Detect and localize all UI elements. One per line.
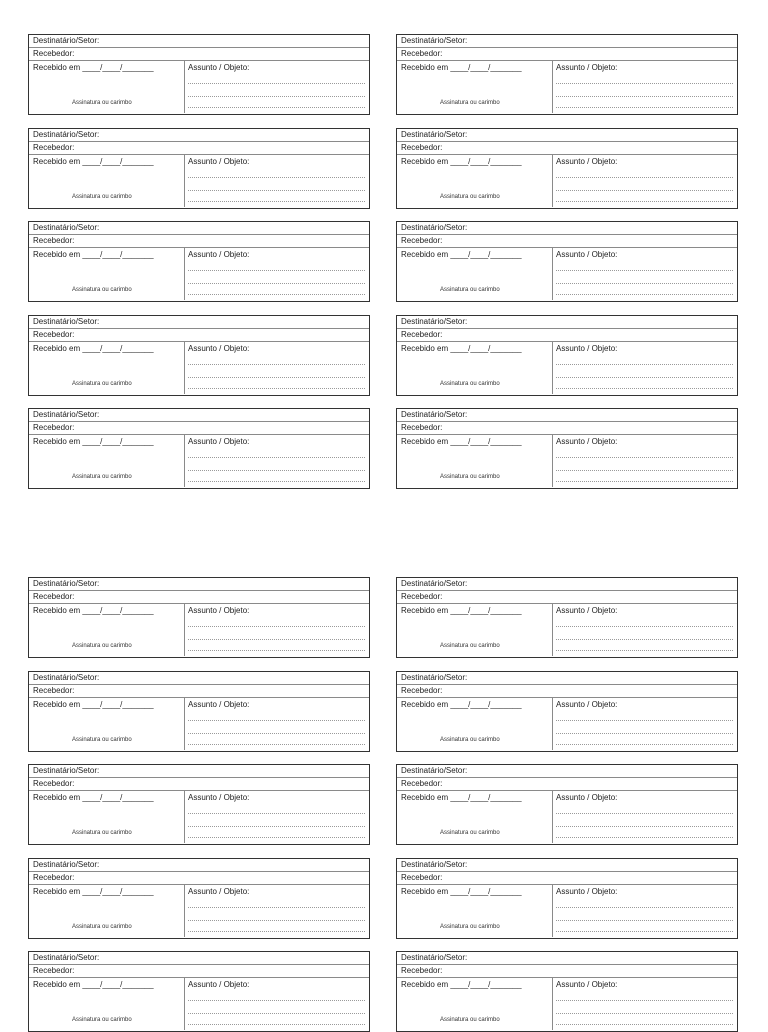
signature-caption: Assinatura ou carimbo: [440, 1017, 500, 1023]
column-divider: [552, 698, 553, 750]
recebedor-label: Recebedor:: [401, 143, 443, 152]
row-divider: [397, 422, 737, 435]
dotted-writing-line: [188, 470, 365, 471]
assunto-label: Assunto / Objeto:: [556, 157, 618, 166]
recebido-em-label: Recebido em ____/____/_______: [401, 980, 522, 989]
signature-caption: Assinatura ou carimbo: [440, 643, 500, 649]
assunto-label: Assunto / Objeto:: [188, 700, 250, 709]
destinatario-label: Destinatário/Setor:: [33, 317, 100, 326]
recebido-em-label: Recebido em ____/____/_______: [401, 437, 522, 446]
column-divider: [184, 604, 185, 656]
recebedor-label: Recebedor:: [401, 592, 443, 601]
column-divider: [552, 978, 553, 1030]
recebido-em-label: Recebido em ____/____/_______: [401, 344, 522, 353]
dotted-writing-line: [556, 826, 733, 827]
destinatario-label: Destinatário/Setor:: [33, 410, 100, 419]
assunto-label: Assunto / Objeto:: [556, 63, 618, 72]
row-divider: [29, 872, 369, 885]
signature-caption: Assinatura ou carimbo: [72, 194, 132, 200]
destinatario-label: Destinatário/Setor:: [401, 223, 468, 232]
dotted-writing-line: [188, 270, 365, 271]
dotted-writing-line: [188, 83, 365, 84]
dotted-writing-line: [188, 1000, 365, 1001]
recebido-em-label: Recebido em ____/____/_______: [33, 793, 154, 802]
destinatario-label: Destinatário/Setor:: [33, 130, 100, 139]
signature-caption: Assinatura ou carimbo: [440, 737, 500, 743]
destinatario-label: Destinatário/Setor:: [401, 766, 468, 775]
row-divider: [29, 235, 369, 248]
recebido-em-label: Recebido em ____/____/_______: [33, 344, 154, 353]
signature-caption: Assinatura ou carimbo: [72, 381, 132, 387]
signature-caption: Assinatura ou carimbo: [72, 924, 132, 930]
recebedor-label: Recebedor:: [33, 330, 75, 339]
assunto-label: Assunto / Objeto:: [188, 250, 250, 259]
recebedor-label: Recebedor:: [33, 873, 75, 882]
column-divider: [552, 342, 553, 394]
destinatario-label: Destinatário/Setor:: [401, 860, 468, 869]
recebido-em-label: Recebido em ____/____/_______: [401, 63, 522, 72]
dotted-writing-line: [556, 1024, 733, 1025]
recebedor-label: Recebedor:: [401, 686, 443, 695]
column-divider: [552, 791, 553, 843]
dotted-writing-line: [556, 388, 733, 389]
dotted-writing-line: [188, 388, 365, 389]
row-divider: [397, 965, 737, 978]
row-divider: [397, 329, 737, 342]
receipt-slip: [396, 858, 738, 939]
recebido-em-label: Recebido em ____/____/_______: [401, 793, 522, 802]
destinatario-label: Destinatário/Setor:: [401, 317, 468, 326]
signature-caption: Assinatura ou carimbo: [440, 830, 500, 836]
row-divider: [397, 591, 737, 604]
signature-caption: Assinatura ou carimbo: [72, 287, 132, 293]
receipt-slip: [28, 951, 370, 1032]
recebido-em-label: Recebido em ____/____/_______: [401, 606, 522, 615]
dotted-writing-line: [556, 1013, 733, 1014]
recebedor-label: Recebedor:: [401, 873, 443, 882]
dotted-writing-line: [188, 650, 365, 651]
destinatario-label: Destinatário/Setor:: [401, 579, 468, 588]
column-divider: [184, 885, 185, 937]
destinatario-label: Destinatário/Setor:: [33, 766, 100, 775]
row-divider: [29, 685, 369, 698]
recebido-em-label: Recebido em ____/____/_______: [33, 980, 154, 989]
signature-caption: Assinatura ou carimbo: [72, 643, 132, 649]
dotted-writing-line: [556, 639, 733, 640]
row-divider: [397, 235, 737, 248]
recebido-em-label: Recebido em ____/____/_______: [401, 157, 522, 166]
dotted-writing-line: [188, 1024, 365, 1025]
dotted-writing-line: [188, 826, 365, 827]
recebedor-label: Recebedor:: [401, 423, 443, 432]
row-divider: [397, 142, 737, 155]
recebido-em-label: Recebido em ____/____/_______: [33, 63, 154, 72]
receipt-slip: [396, 951, 738, 1032]
recebido-em-label: Recebido em ____/____/_______: [33, 437, 154, 446]
signature-caption: Assinatura ou carimbo: [440, 194, 500, 200]
signature-caption: Assinatura ou carimbo: [72, 830, 132, 836]
destinatario-label: Destinatário/Setor:: [33, 36, 100, 45]
signature-caption: Assinatura ou carimbo: [440, 474, 500, 480]
receipt-slip: [28, 34, 370, 115]
assunto-label: Assunto / Objeto:: [556, 887, 618, 896]
signature-caption: Assinatura ou carimbo: [440, 381, 500, 387]
column-divider: [552, 604, 553, 656]
dotted-writing-line: [556, 96, 733, 97]
dotted-writing-line: [556, 294, 733, 295]
recebedor-label: Recebedor:: [33, 686, 75, 695]
row-divider: [29, 142, 369, 155]
dotted-writing-line: [188, 96, 365, 97]
recebedor-label: Recebedor:: [33, 423, 75, 432]
assunto-label: Assunto / Objeto:: [556, 344, 618, 353]
assunto-label: Assunto / Objeto:: [188, 437, 250, 446]
signature-caption: Assinatura ou carimbo: [440, 924, 500, 930]
column-divider: [184, 698, 185, 750]
recebedor-label: Recebedor:: [401, 236, 443, 245]
column-divider: [184, 61, 185, 113]
dotted-writing-line: [556, 470, 733, 471]
dotted-writing-line: [188, 733, 365, 734]
dotted-writing-line: [556, 377, 733, 378]
dotted-writing-line: [556, 650, 733, 651]
dotted-writing-line: [188, 177, 365, 178]
assunto-label: Assunto / Objeto:: [556, 793, 618, 802]
column-divider: [552, 155, 553, 207]
signature-caption: Assinatura ou carimbo: [72, 100, 132, 106]
dotted-writing-line: [188, 813, 365, 814]
row-divider: [29, 329, 369, 342]
receipt-slip: [28, 128, 370, 209]
receipt-slip: [396, 671, 738, 752]
row-divider: [397, 685, 737, 698]
recebedor-label: Recebedor:: [33, 592, 75, 601]
assunto-label: Assunto / Objeto:: [188, 980, 250, 989]
column-divider: [552, 885, 553, 937]
receipt-slip: [28, 671, 370, 752]
recebedor-label: Recebedor:: [33, 236, 75, 245]
destinatario-label: Destinatário/Setor:: [401, 410, 468, 419]
destinatario-label: Destinatário/Setor:: [33, 673, 100, 682]
destinatario-label: Destinatário/Setor:: [401, 673, 468, 682]
recebedor-label: Recebedor:: [401, 966, 443, 975]
dotted-writing-line: [556, 813, 733, 814]
dotted-writing-line: [188, 931, 365, 932]
dotted-writing-line: [188, 907, 365, 908]
dotted-writing-line: [556, 920, 733, 921]
dotted-writing-line: [556, 457, 733, 458]
assunto-label: Assunto / Objeto:: [188, 157, 250, 166]
assunto-label: Assunto / Objeto:: [556, 437, 618, 446]
row-divider: [29, 48, 369, 61]
recebido-em-label: Recebido em ____/____/_______: [33, 157, 154, 166]
assunto-label: Assunto / Objeto:: [188, 344, 250, 353]
dotted-writing-line: [556, 907, 733, 908]
receipt-slip: [396, 221, 738, 302]
destinatario-label: Destinatário/Setor:: [401, 953, 468, 962]
destinatario-label: Destinatário/Setor:: [33, 860, 100, 869]
recebido-em-label: Recebido em ____/____/_______: [33, 606, 154, 615]
signature-caption: Assinatura ou carimbo: [440, 100, 500, 106]
assunto-label: Assunto / Objeto:: [188, 887, 250, 896]
dotted-writing-line: [188, 283, 365, 284]
dotted-writing-line: [556, 190, 733, 191]
dotted-writing-line: [556, 107, 733, 108]
recebedor-label: Recebedor:: [33, 49, 75, 58]
dotted-writing-line: [556, 626, 733, 627]
column-divider: [552, 435, 553, 487]
row-divider: [29, 591, 369, 604]
signature-caption: Assinatura ou carimbo: [72, 1017, 132, 1023]
recebedor-label: Recebedor:: [33, 779, 75, 788]
dotted-writing-line: [556, 1000, 733, 1001]
row-divider: [29, 778, 369, 791]
dotted-writing-line: [188, 201, 365, 202]
column-divider: [184, 248, 185, 300]
recebedor-label: Recebedor:: [401, 49, 443, 58]
dotted-writing-line: [188, 639, 365, 640]
recebido-em-label: Recebido em ____/____/_______: [33, 700, 154, 709]
dotted-writing-line: [188, 837, 365, 838]
receipt-slip: [396, 764, 738, 845]
destinatario-label: Destinatário/Setor:: [401, 130, 468, 139]
assunto-label: Assunto / Objeto:: [556, 250, 618, 259]
dotted-writing-line: [556, 201, 733, 202]
assunto-label: Assunto / Objeto:: [188, 793, 250, 802]
receipt-slip: [396, 577, 738, 658]
dotted-writing-line: [556, 481, 733, 482]
recebedor-label: Recebedor:: [33, 143, 75, 152]
dotted-writing-line: [188, 364, 365, 365]
receipt-slip: [396, 315, 738, 396]
receipt-slip: [28, 577, 370, 658]
dotted-writing-line: [188, 720, 365, 721]
destinatario-label: Destinatário/Setor:: [33, 953, 100, 962]
assunto-label: Assunto / Objeto:: [556, 700, 618, 709]
column-divider: [552, 248, 553, 300]
dotted-writing-line: [188, 457, 365, 458]
receipt-slip: [396, 34, 738, 115]
row-divider: [29, 965, 369, 978]
dotted-writing-line: [556, 283, 733, 284]
dotted-writing-line: [188, 107, 365, 108]
destinatario-label: Destinatário/Setor:: [33, 223, 100, 232]
receipt-slip: [28, 858, 370, 939]
column-divider: [184, 342, 185, 394]
recebedor-label: Recebedor:: [401, 330, 443, 339]
receipt-slip: [396, 128, 738, 209]
row-divider: [397, 872, 737, 885]
dotted-writing-line: [556, 364, 733, 365]
receipt-slip: [396, 408, 738, 489]
assunto-label: Assunto / Objeto:: [188, 606, 250, 615]
assunto-label: Assunto / Objeto:: [188, 63, 250, 72]
receipt-slip: [28, 315, 370, 396]
dotted-writing-line: [556, 270, 733, 271]
recebedor-label: Recebedor:: [33, 966, 75, 975]
destinatario-label: Destinatário/Setor:: [401, 36, 468, 45]
column-divider: [184, 435, 185, 487]
dotted-writing-line: [556, 931, 733, 932]
dotted-writing-line: [556, 837, 733, 838]
column-divider: [184, 155, 185, 207]
dotted-writing-line: [188, 190, 365, 191]
dotted-writing-line: [556, 177, 733, 178]
receipt-slip: [28, 221, 370, 302]
column-divider: [184, 978, 185, 1030]
dotted-writing-line: [556, 83, 733, 84]
dotted-writing-line: [188, 920, 365, 921]
dotted-writing-line: [188, 626, 365, 627]
receipt-slip: [28, 764, 370, 845]
dotted-writing-line: [188, 1013, 365, 1014]
recebido-em-label: Recebido em ____/____/_______: [33, 250, 154, 259]
recebido-em-label: Recebido em ____/____/_______: [401, 700, 522, 709]
dotted-writing-line: [188, 744, 365, 745]
assunto-label: Assunto / Objeto:: [556, 606, 618, 615]
row-divider: [29, 422, 369, 435]
dotted-writing-line: [188, 294, 365, 295]
recebido-em-label: Recebido em ____/____/_______: [401, 887, 522, 896]
recebedor-label: Recebedor:: [401, 779, 443, 788]
assunto-label: Assunto / Objeto:: [556, 980, 618, 989]
signature-caption: Assinatura ou carimbo: [440, 287, 500, 293]
dotted-writing-line: [556, 720, 733, 721]
destinatario-label: Destinatário/Setor:: [33, 579, 100, 588]
dotted-writing-line: [556, 744, 733, 745]
row-divider: [397, 48, 737, 61]
dotted-writing-line: [556, 733, 733, 734]
dotted-writing-line: [188, 377, 365, 378]
column-divider: [552, 61, 553, 113]
receipt-slip: [28, 408, 370, 489]
signature-caption: Assinatura ou carimbo: [72, 737, 132, 743]
dotted-writing-line: [188, 481, 365, 482]
column-divider: [184, 791, 185, 843]
row-divider: [397, 778, 737, 791]
recebido-em-label: Recebido em ____/____/_______: [401, 250, 522, 259]
signature-caption: Assinatura ou carimbo: [72, 474, 132, 480]
recebido-em-label: Recebido em ____/____/_______: [33, 887, 154, 896]
